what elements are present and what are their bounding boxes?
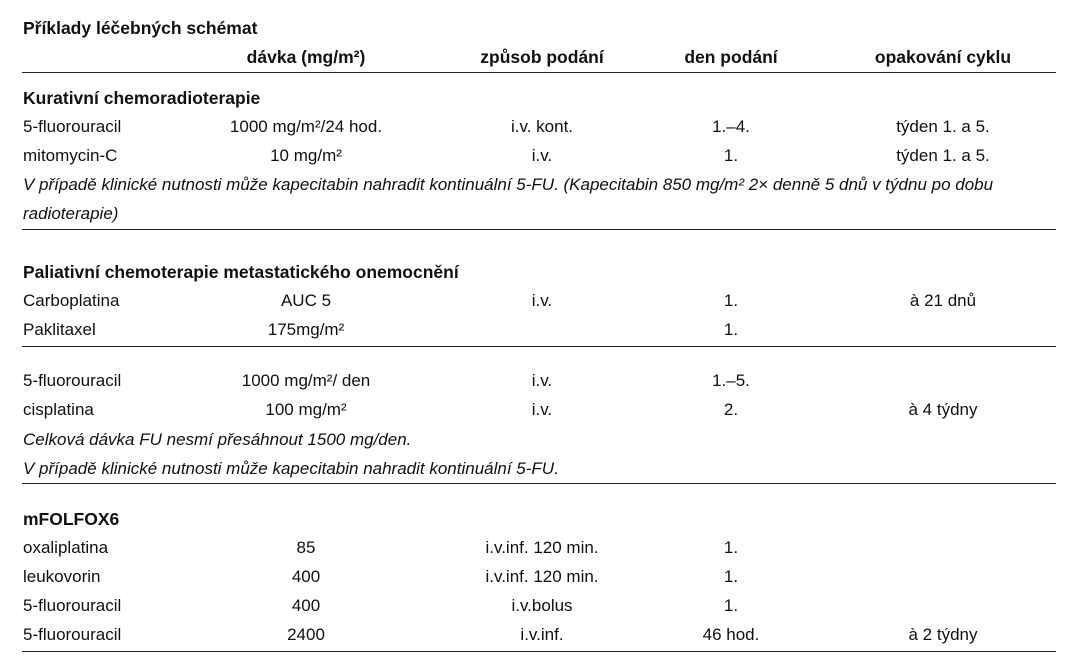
drug-name: oxaliplatina	[23, 538, 109, 557]
drug-day: 1.–4.	[712, 117, 750, 136]
drug-name: 5-fluorouracil	[23, 625, 122, 644]
drug-repeat: à 4 týdny	[908, 400, 978, 419]
drug-dose: 10 mg/m²	[270, 146, 342, 165]
section-divider	[22, 229, 1056, 230]
table-bottom-rule	[22, 651, 1056, 652]
drug-dose: 175mg/m²	[267, 320, 345, 339]
drug-day: 1.	[723, 291, 739, 310]
section-title-palliative: Paliativní chemoterapie metastatického onemocnění	[23, 262, 459, 282]
drug-name: 5-fluorouracil	[23, 596, 122, 615]
drug-route: i.v.	[531, 291, 553, 310]
drug-name: Paklitaxel	[23, 320, 96, 339]
drug-dose: 400	[291, 567, 321, 586]
drug-route: i.v.inf. 120 min.	[485, 567, 599, 586]
section-title-mfolfox6: mFOLFOX6	[23, 509, 120, 529]
drug-day: 1.	[723, 320, 739, 339]
drug-day: 46 hod.	[702, 625, 760, 644]
drug-day: 1.	[723, 146, 739, 165]
header-route: způsob podání	[480, 47, 604, 67]
drug-dose: 400	[291, 596, 321, 615]
drug-name: 5-fluorouracil	[23, 117, 122, 136]
header-divider	[22, 72, 1056, 73]
drug-route: i.v.	[531, 146, 553, 165]
page-title: Příklady léčebných schémat	[23, 18, 258, 38]
header-repeat: opakování cyklu	[874, 47, 1012, 67]
drug-route: i.v.inf.	[520, 625, 564, 644]
drug-route: i.v.inf. 120 min.	[485, 538, 599, 557]
drug-day: 1.	[723, 567, 739, 586]
drug-day: 1.–5.	[712, 371, 750, 390]
drug-name: Carboplatina	[23, 291, 120, 310]
drug-repeat: à 21 dnů	[909, 291, 977, 310]
header-day: den podání	[684, 47, 778, 67]
drug-route: i.v. kont.	[510, 117, 574, 136]
drug-dose: AUC 5	[280, 291, 332, 310]
drug-day: 1.	[723, 538, 739, 557]
drug-dose: 1000 mg/m²/24 hod.	[229, 117, 383, 136]
drug-route: i.v.	[531, 371, 553, 390]
header-dose: dávka (mg/m²)	[246, 47, 366, 67]
section-note: Celková dávka FU nesmí přesáhnout 1500 mg/den.	[23, 430, 412, 449]
section-note: V případě klinické nutnosti může kapecitabin nahradit kontinuální 5-FU. (Kapecitabin 850 mg/m² 2× denně 5 dnů v týdnu po dobu radioterapie)	[23, 175, 994, 223]
drug-repeat: týden 1. a 5.	[896, 117, 990, 136]
drug-route: i.v.	[531, 400, 553, 419]
section-divider	[22, 483, 1056, 484]
drug-day: 1.	[723, 596, 739, 615]
drug-dose: 85	[296, 538, 316, 557]
drug-name: mitomycin-C	[23, 146, 118, 165]
drug-route: i.v.bolus	[511, 596, 573, 615]
section-note: V případě klinické nutnosti může kapecitabin nahradit kontinuální 5-FU.	[23, 459, 559, 478]
drug-dose: 2400	[287, 625, 325, 644]
drug-dose: 100 mg/m²	[265, 400, 347, 419]
drug-name: cisplatina	[23, 400, 94, 419]
drug-repeat: týden 1. a 5.	[896, 146, 990, 165]
drug-name: leukovorin	[23, 567, 101, 586]
section-divider	[22, 346, 1056, 347]
drug-dose: 1000 mg/m²/ den	[241, 371, 371, 390]
section-title-curative: Kurativní chemoradioterapie	[23, 88, 261, 108]
drug-repeat: à 2 týdny	[908, 625, 978, 644]
drug-name: 5-fluorouracil	[23, 371, 122, 390]
drug-day: 2.	[723, 400, 739, 419]
